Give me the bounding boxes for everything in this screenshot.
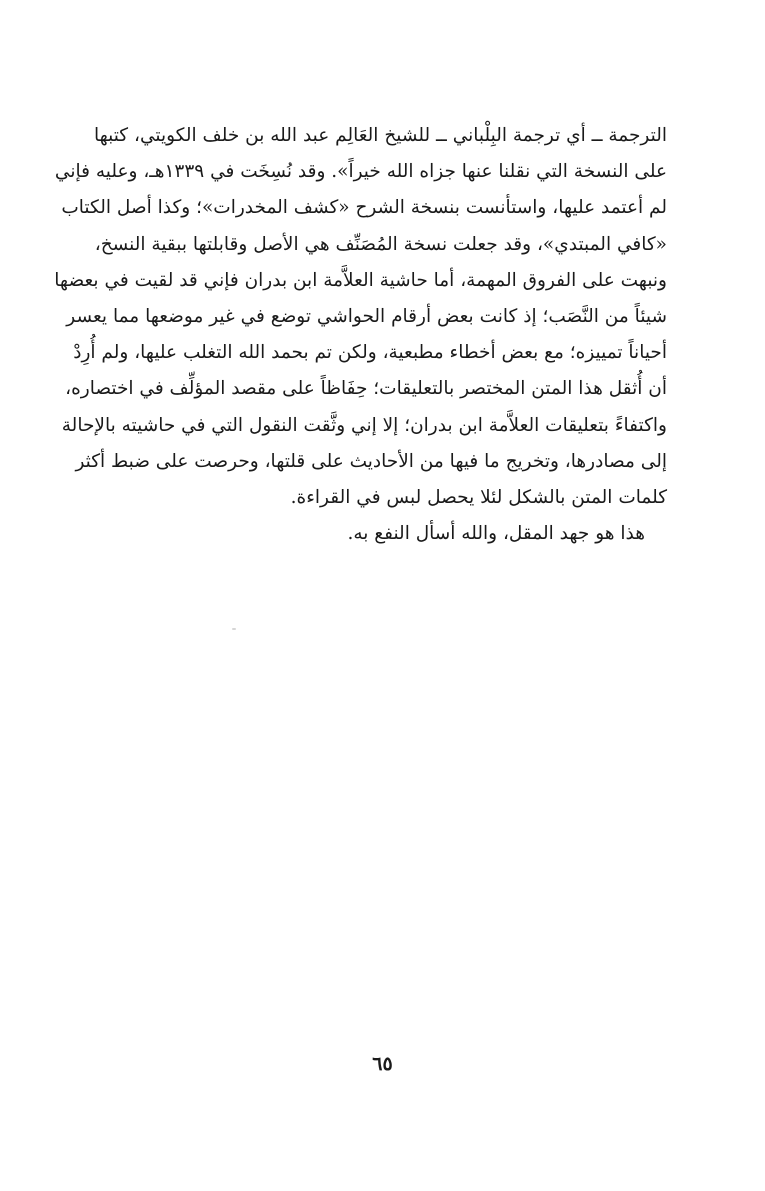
paragraph-line: أحياناً تمييزه؛ مع بعض أخطاء مطبعية، ولكن تم بحمد الله التغلب عليها، ولم أُرِدْ xyxy=(73,342,667,364)
paragraph-line: ونبهت على الفروق المهمة، أما حاشية العلاَّمة ابن بدران فإني قد لقيت في بعضها xyxy=(54,269,667,291)
paragraph-line: «كافي المبتدي»، وقد جعلت نسخة المُصَنِّف هي الأصل وقابلتها ببقية النسخ، xyxy=(94,233,667,255)
closing-line: هذا هو جهد المقل، والله أسأل النفع به. xyxy=(347,523,645,545)
page-number: ٦٥ xyxy=(372,1053,393,1075)
paragraph-line: لم أعتمد عليها، واستأنست بنسخة الشرح «كشف المخدرات»؛ وكذا أصل الكتاب xyxy=(61,197,667,219)
paragraph-line: أن أُثقل هذا المتن المختصر بالتعليقات؛ حِفَاظاً على مقصد المؤلِّف في اختصاره، xyxy=(65,378,667,400)
paragraph-line: إلى مصادرها، وتخريج ما فيها من الأحاديث على قلتها، وحرصت على ضبط أكثر xyxy=(75,450,667,472)
paragraph-line: واكتفاءً بتعليقات العلاَّمة ابن بدران؛ إلا إني وثَّقت النقول التي في حاشيته بالإحالة xyxy=(61,414,667,436)
scan-speck xyxy=(232,628,236,630)
paragraph-line: كلمات المتن بالشكل لئلا يحصل لبس في القراءة. xyxy=(290,486,667,508)
body-paragraph xyxy=(54,118,667,552)
paragraph-line: على النسخة التي نقلنا عنها جزاه الله خيراً». وقد نُسِخَت في ١٣٣٩هـ، وعليه فإني xyxy=(54,161,667,183)
paragraph-line: الترجمة ــ أي ترجمة البِلْباني ــ للشيخ العَالِم عبد الله بن خلف الكويتي، كتبها xyxy=(93,125,667,146)
paragraph-line: شيئاً من النَّصَب؛ إذ كانت بعض أرقام الحواشي توضع في غير موضعها مما يعسر xyxy=(66,305,667,327)
